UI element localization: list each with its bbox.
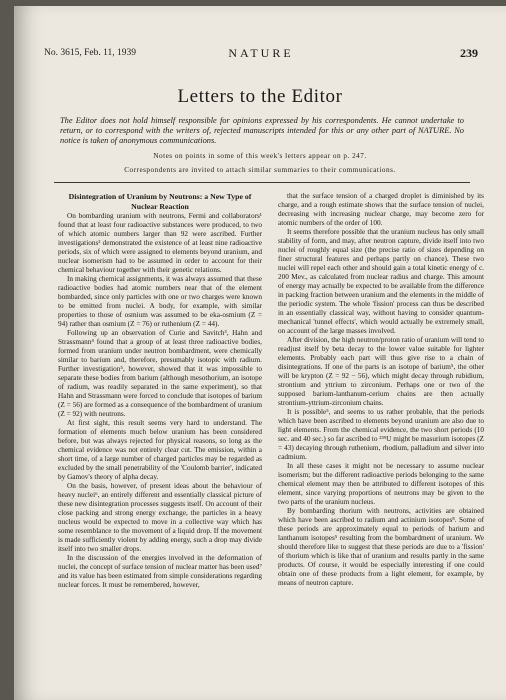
left-column	[58, 192, 262, 590]
paragraph: After division, the high neutron/proton ratio of uranium will tend to readjust itself by beta decay to the lower value suitable for lighter elements. Probably each part will thus give rise to a chain of disintegrations. If one of the parts is an isotope of barium⁵, the other will be krypton (Z = 92 − 56), which might decay through rubidium, strontium and yttrium to zirconium. Perhaps one or two of the supposed barium-lanthanum-cerium chains are then actually strontium-yttrium-zirconium chains.	[278, 336, 484, 407]
paragraph: In the discussion of the energies involved in the deformation of nuclei, the concept of surface tension of nuclear matter has been used⁷ and its value has been estimated from simple considerations regarding nuclear forces. It must be remembered, however,	[58, 554, 262, 589]
paragraph: Following up an observation of Curie and Savitch³, Hahn and Strassmann⁴ found that a group of at least three radioactive bodies, formed from uranium under neutron bombardment, were chemically similar to barium and, therefore, presumably isotopic with radium. Further investigation⁵, however, showed that it was impossible to separate these bodies from barium (although mesothorium, an isotope of radium, was readily separated in the same experiment), so that Hahn and Strassmann were forced to conclude that isotopes of barium (Z = 56) are formed as a consequence of the bombardment of uranium (Z = 92) with neutrons.	[58, 329, 262, 418]
divider	[54, 182, 470, 183]
paragraph: In making chemical assignments, it was always assumed that these radioactive bodies had atomic numbers near that of the element bombarded, since only particles with one or two charges were known to be emitted from nuclei. A body, for example, with similar properties to those of osmium was assumed to be eka-osmium (Z = 94) rather than osmium (Z = 76) or ruthenium (Z = 44).	[58, 275, 262, 328]
journal-page	[14, 6, 506, 700]
journal-name: NATURE	[228, 46, 294, 60]
paragraph: that the surface tension of a charged droplet is diminished by its charge, and a rough estimate shows that the surface tension of nuclei, decreasing with increasing nuclear charge, may become zero for atomic numbers of the order of 100.	[278, 192, 484, 227]
article-title: Disintegration of Uranium by Neutrons: a New Type of Nuclear Reaction	[68, 192, 252, 211]
paragraph: On bombarding uranium with neutrons, Fermi and collaborators¹ found that at least four radioactive substances were produced, to two of which atomic numbers larger than 92 were ascribed. Further investigations² demonstrated the existence of at least nine radioactive periods, six of which were assigned to elements beyond uranium, and nuclear isomerism had to be assumed in order to account for their chemical behaviour together with their genetic relations.	[58, 212, 262, 274]
section-title: Letters to the Editor	[177, 86, 343, 107]
notes-line: Notes on points in some of this week's letters appear on p. 247.	[153, 152, 367, 160]
paragraph: It is possible⁵, and seems to us rather probable, that the periods which have been ascribed to elements beyond uranium are also due to light elements. From the chemical evidence, the two short periods (10 sec. and 40 sec.) so far ascribed to ²³⁹U might be masurium isotopes (Z = 43) decaying through ruthenium, rhodium, palladium and silver into cadmium.	[278, 408, 484, 461]
paragraph: In all these cases it might not be necessary to assume nuclear isomerism; but the different radioactive periods belonging to the same chemical element may then be attributed to different isotopes of this element, since varying proportions of neutrons may be given to the two parts of the uranium nucleus.	[278, 462, 484, 506]
correspondents-line: Correspondents are invited to attach similar summaries to their communications.	[124, 166, 396, 174]
paragraph: It seems therefore possible that the uranium nucleus has only small stability of form, and may, after neutron capture, divide itself into two nuclei of roughly equal size (the precise ratio of sizes depending on finer structural features and perhaps partly on chance). These two nuclei will repel each other and should gain a total kinetic energy of c. 200 Mev., as calculated from nuclear radius and charge. This amount of energy may actually be expected to be available from the difference in packing fraction between uranium and the elements in the middle of the periodic system. The whole 'fission' process can thus be described in an essentially classical way, without having to consider quantum-mechanical 'tunnel effects', which would actually be extremely small, on account of the large masses involved.	[278, 228, 484, 335]
page-header	[44, 46, 478, 62]
paragraph: On the basis, however, of present ideas about the behaviour of heavy nuclei⁶, an entirely different and essentially classical picture of these new disintegration processes suggests itself. On account of their close packing and strong energy exchange, the particles in a heavy nucleus would be expected to move in a collective way which has some resemblance to the movement of a liquid drop. If the movement is made sufficiently violent by adding energy, such a drop may divide itself into two smaller drops.	[58, 482, 262, 553]
right-column	[278, 192, 484, 588]
paragraph: At first sight, this result seems very hard to understand. The formation of elements much below uranium has been considered before, but was always rejected for physical reasons, so long as the chemical evidence was not entirely clear cut. The emission, within a short time, of a large number of charged particles may be regarded as excluded by the small penetrability of the 'Coulomb barrier', indicated by Gamov's theory of alpha decay.	[58, 419, 262, 481]
editorial-notice: The Editor does not hold himself responsible for opinions expressed by his correspondents. He cannot undertake to return, or to correspond with the writers of, rejected manuscripts intended for this or any other part of NATURE. No notice is taken of anonymous communications.	[60, 116, 464, 146]
issue-line: No. 3615, Feb. 11, 1939	[44, 48, 137, 58]
page-number: 239	[460, 46, 478, 60]
paragraph: By bombarding thorium with neutrons, activities are obtained which have been ascribed to radium and actinium isotopes⁸. Some of these periods are approximately equal to periods of barium and lanthanum isotopes⁵ resulting from the bombardment of uranium. We should therefore like to suggest that these periods are due to a 'fission' of thorium which is like that of uranium and results partly in the same products. Of course, it would be especially interesting if one could obtain one of these products from a light element, for example, by means of neutron capture.	[278, 507, 484, 587]
